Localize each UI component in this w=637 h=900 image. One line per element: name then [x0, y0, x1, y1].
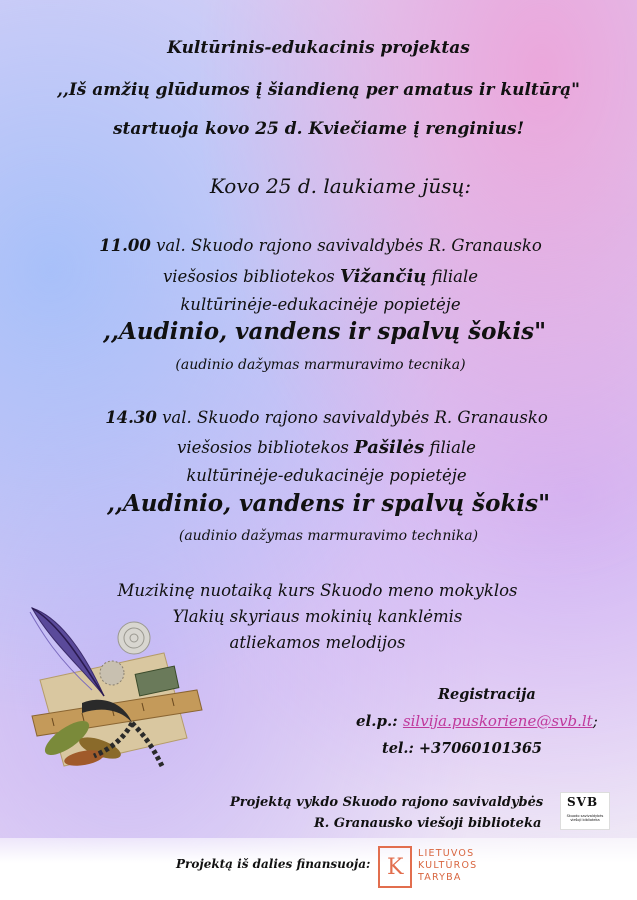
- lkt-logo-mark: [378, 846, 412, 888]
- event-1-note: (audinio dažymas marmuravimo tecnika): [175, 357, 466, 373]
- music-line-2: Ylakių skyriaus mokinių kanklėmis: [172, 607, 463, 626]
- event-1-branch: Vižančių: [340, 266, 427, 287]
- email-label: el.p.:: [356, 712, 403, 730]
- svb-logo: [560, 792, 610, 830]
- event-2-title: ,,Audinio, vandens ir spalvų šokis": [106, 490, 551, 517]
- svb-logo-caption: Skuodo savivaldybės viešoji biblioteka: [566, 814, 604, 822]
- event-2-time: 14.30: [105, 408, 157, 427]
- event-2-note: (audinio dažymas marmuravimo technika): [178, 528, 479, 544]
- quill-decoration-image: [12, 598, 212, 788]
- intro-heading: Kovo 25 d. laukiame jūsų:: [209, 174, 472, 198]
- event-2-line1-rest: val. Skuodo rajono savivaldybės R. Granausko: [156, 408, 548, 427]
- email-link[interactable]: silvija.puskoriene@svb.lt: [402, 712, 593, 730]
- event-1-line3: kultūrinėje-edukacinėje popietėje: [180, 295, 461, 314]
- lkt-logo-letter: K: [387, 855, 404, 880]
- project-title: ,,Iš amžių glūdumos į šiandieną per amatus ir kultūrą": [57, 80, 580, 100]
- music-line-1: Muzikinę nuotaiką kurs Skuodo meno mokyklos: [117, 581, 518, 600]
- registration-heading: Registracija: [438, 686, 536, 703]
- registration-phone: tel.: +37060101365: [382, 740, 543, 757]
- organizer-line-2: R. Granausko viešoji biblioteka: [314, 816, 542, 831]
- music-line-3: atliekamos melodijos: [229, 633, 406, 652]
- event-1-line1-rest: val. Skuodo rajono savivaldybės R. Granausko: [150, 236, 542, 255]
- event-1-title: ,,Audinio, vandens ir spalvų šokis": [102, 318, 547, 345]
- event-2-line1: [8, 408, 637, 427]
- event-2-line2: [8, 437, 637, 458]
- lkt-logo-line-3: TARYBA: [418, 872, 462, 883]
- lkt-logo-line-2: KULTŪROS: [418, 860, 478, 871]
- event-2-line2-pre: viešosios bibliotekos: [177, 438, 355, 457]
- event-2-branch: Pašilės: [354, 437, 425, 458]
- event-1-line2-post: filiale: [426, 267, 479, 286]
- svb-logo-letters: SVB: [567, 795, 599, 809]
- registration-email-line: [356, 712, 598, 730]
- event-1-line2-pre: viešosios bibliotekos: [162, 267, 341, 286]
- organizer-line-1: Projektą vykdo Skuodo rajono savivaldybės: [230, 795, 544, 810]
- event-2-line3: kultūrinėje-edukacinėje popietėje: [186, 466, 467, 485]
- email-suffix: ;: [592, 712, 598, 730]
- project-type: Kultūrinis-edukacinis projektas: [167, 38, 470, 58]
- project-start: startuoja kovo 25 d. Kviečiame į renginius!: [112, 119, 525, 139]
- event-1-line1: [2, 236, 637, 255]
- funding-label: Projektą iš dalies finansuoja:: [176, 857, 371, 871]
- event-1-time: 11.00: [99, 236, 151, 255]
- lkt-logo-text: [418, 848, 518, 884]
- lkt-logo-line-1: LIETUVOS: [418, 848, 475, 859]
- event-1-line2: [2, 266, 637, 287]
- event-2-line2-post: filiale: [424, 438, 476, 457]
